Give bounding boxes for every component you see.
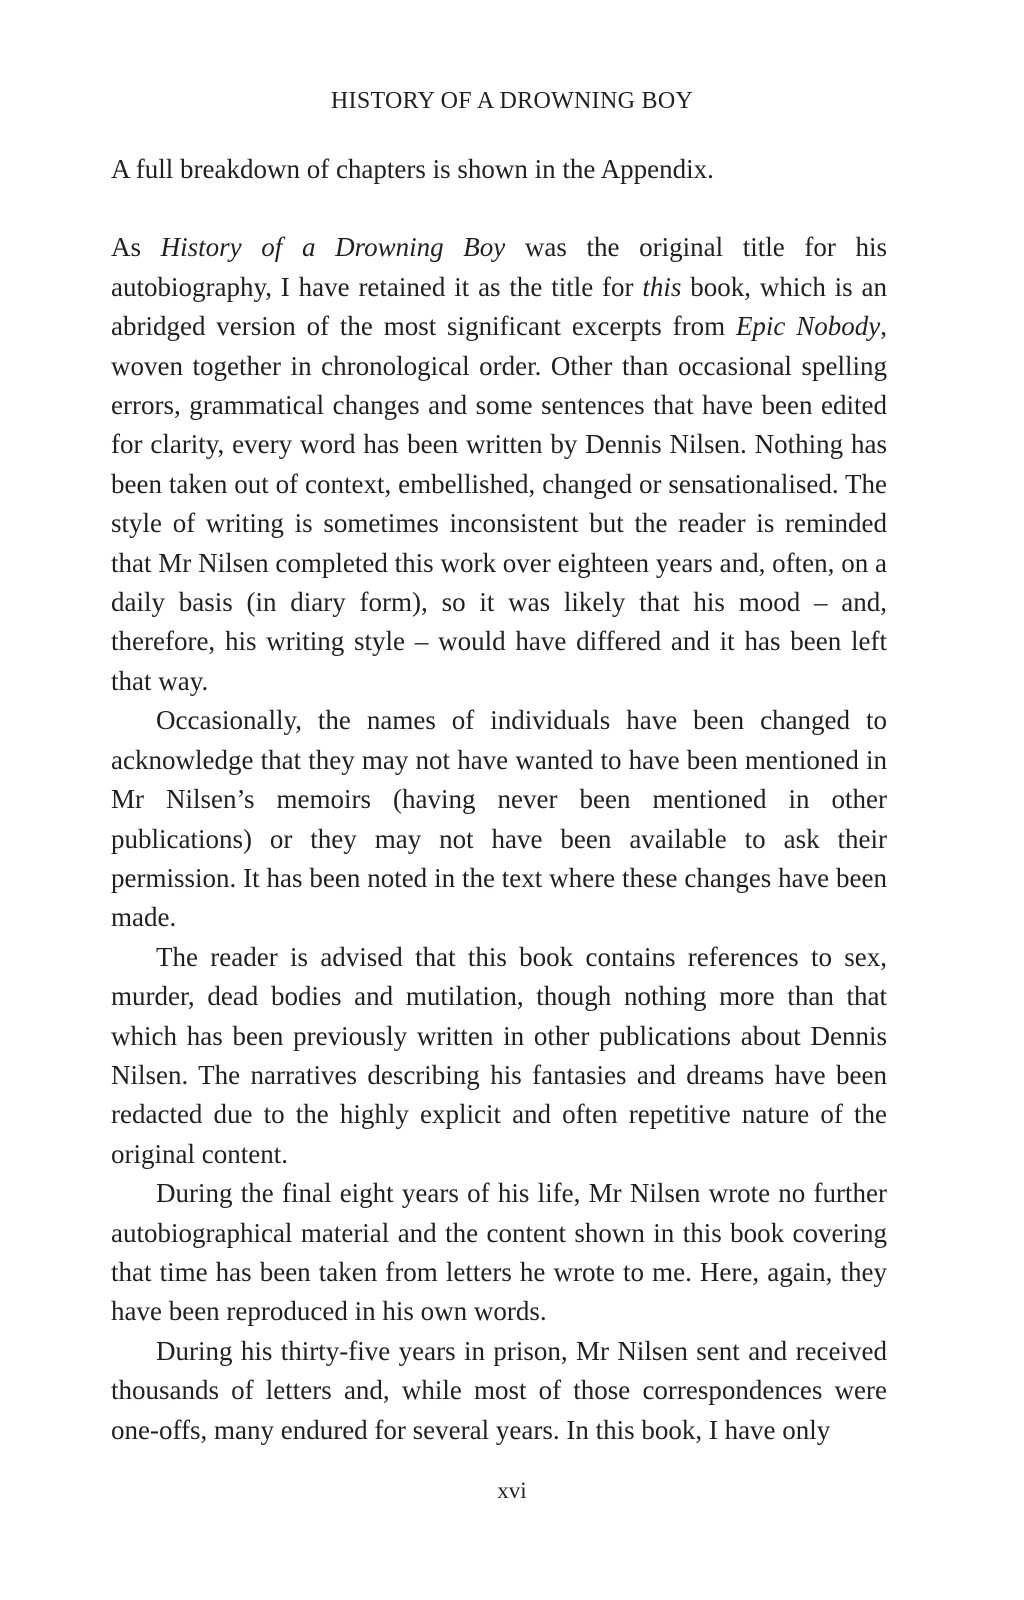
paragraph-5 <box>111 1174 887 1332</box>
paragraph-2 <box>111 228 887 701</box>
body-text <box>111 150 887 1450</box>
paragraph-6 <box>111 1332 887 1450</box>
paragraph-1 <box>111 150 887 189</box>
italic-title: Epic Nobody <box>735 311 881 342</box>
text-run: During the final eight years of his life, Mr Nilsen wrote no further autobiographical material and the content shown in this book covering that time has been taken from letters he wrote to me. Here, again, they have been reproduced in his own words. <box>111 1178 887 1327</box>
italic-title: this <box>642 271 682 302</box>
text-run: Occasionally, the names of individuals have been changed to acknowledge that they may not have wanted to have been mentioned in Mr Nilsen’s memoirs (having never been mentioned in other publications) or they may not have been available to ask their permission. It has been noted in the text where these changes have been made. <box>111 705 887 933</box>
running-head: HISTORY OF A DROWNING BOY <box>330 88 694 114</box>
text-run: book, which is an abridged version of the most significant excerpts from <box>111 271 887 342</box>
text-run: During his thirty-five years in prison, Mr Nilsen sent and received thousands of letters and, while most of those correspondences were one-offs, many endured for several years. In this book, I have only <box>111 1335 887 1445</box>
page-number: xvi <box>497 1478 527 1503</box>
text-run: was the original title for his autobiography, I have retained it as the title for <box>111 232 887 302</box>
paragraph-4 <box>111 938 887 1174</box>
italic-title: History of a Drowning Boy <box>160 232 506 263</box>
text-run: , woven together in chronological order. Other than occasional spelling errors, grammatical changes and some sentences that have been edited for clarity, every word has been written by Dennis Nilsen. Nothing has been taken out of context, embellished, changed or sensationalised. The style of writing is sometimes inconsistent but the reader is reminded that Mr Nilsen completed this work over eighteen years and, often, on a daily basis (in diary form), so it was likely that his mood – and, therefore, his writing style – would have differed and it has been left that way. <box>111 311 887 696</box>
text-run: The reader is advised that this book contains references to sex, murder, dead bodies and mutilation, though nothing more than that which has been previously written in other publications about Dennis Nilsen. The narratives describing his fantasies and dreams have been redacted due to the highly explicit and often repetitive nature of the original content. <box>111 941 887 1169</box>
text-run: A full breakdown of chapters is shown in the Appendix. <box>111 154 714 184</box>
paragraph-3 <box>111 701 887 937</box>
text-run: As <box>111 232 161 263</box>
